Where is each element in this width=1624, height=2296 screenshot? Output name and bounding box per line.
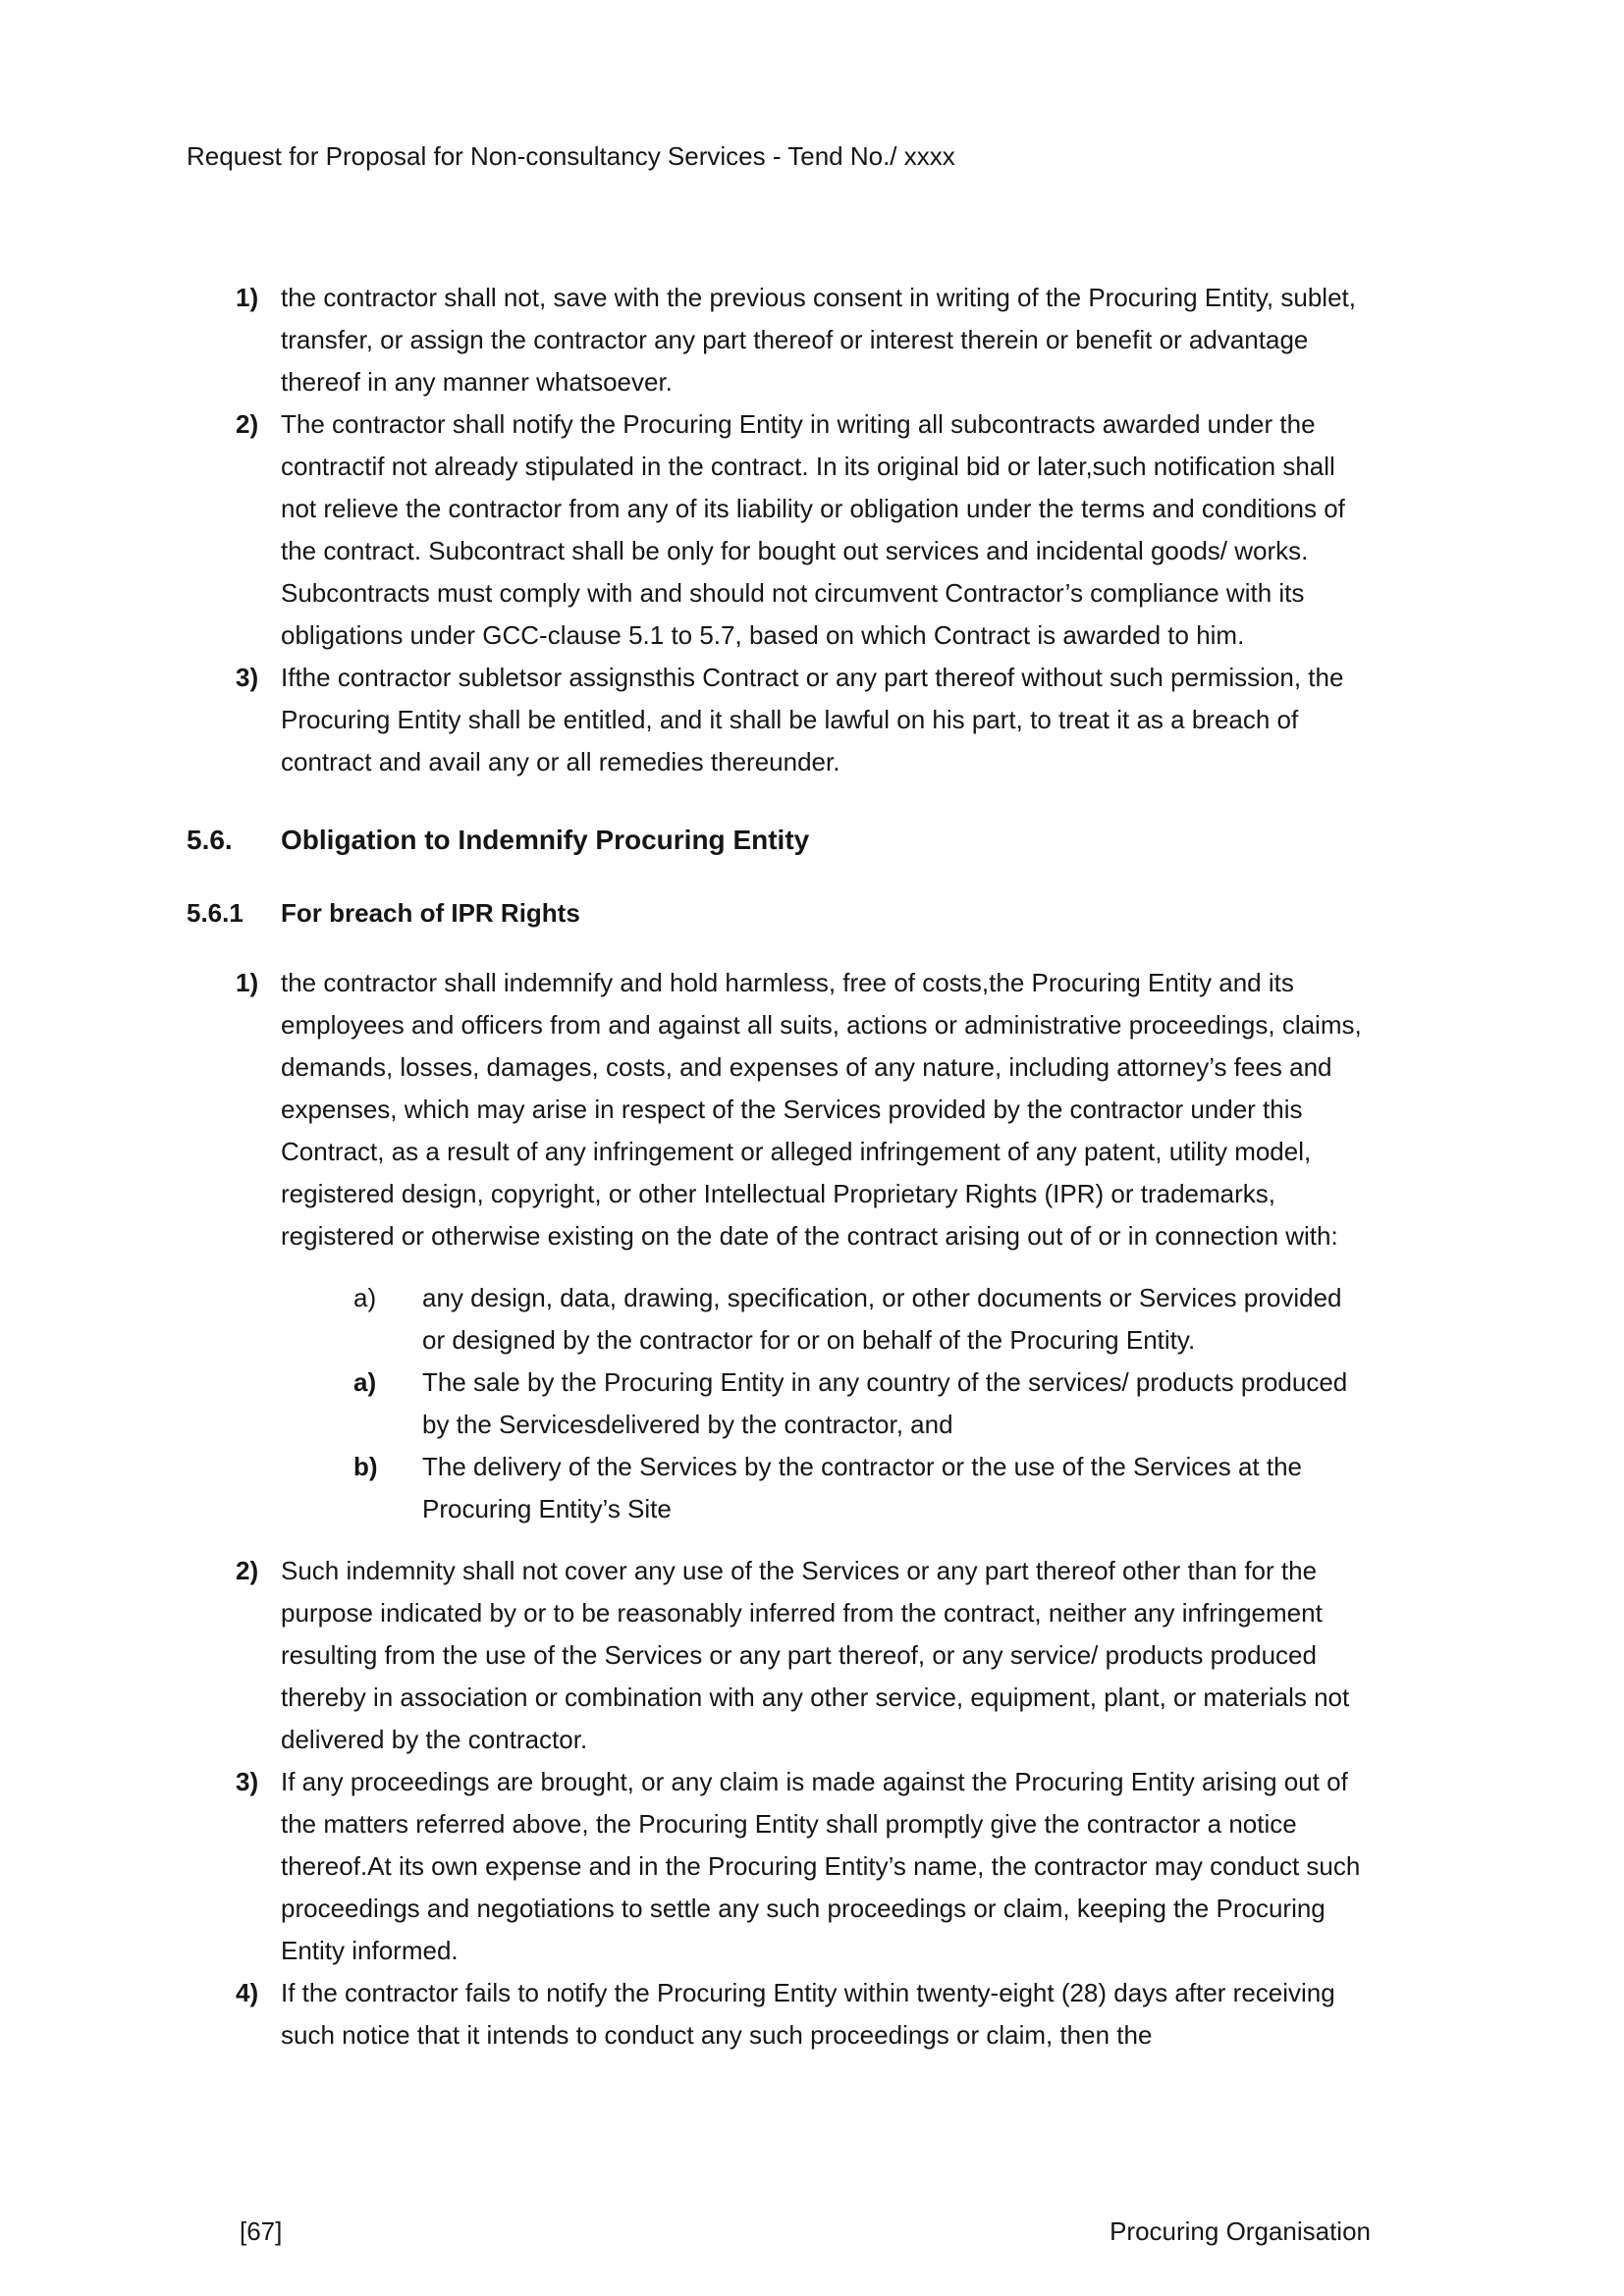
sub-item-letter: b): [353, 1452, 378, 1481]
list-item: [236, 1550, 1369, 1761]
list-item: [236, 403, 1369, 657]
sub-item-text: The delivery of the Services by the contractor or the use of the Services at the Procuring Entity’s Site: [422, 1452, 1303, 1523]
item-text: The contractor shall notify the Procuring Entity in writing all subcontracts awarded under the contractif not already stipulated in the contract. In its original bid or later,such notification shall not relieve the contractor from any of its liability or obligation under the terms and conditions of the contract. Subcontract shall be only for bought out services and incidental goods/ works. Subcontracts must comply with and should not circumvent Contractor’s compliance with its obligations under GCC-clause 5.1 to 5.7, based on which Contract is awarded to him.: [281, 409, 1345, 650]
page-header: [187, 139, 1379, 173]
item-number: 4): [236, 1978, 259, 2007]
item-text: Ifthe contractor subletsor assignsthis Contract or any part thereof without such permission, the Procuring Entity shall be entitled, and it shall be lawful on his part, to treat it as a breach of contract and avail any or all remedies thereunder.: [281, 663, 1344, 776]
item-text: Such indemnity shall not cover any use of the Services or any part thereof other than for the purpose indicated by or to be reasonably inferred from the contract, neither any infringement resulting from the use of the Services or any part thereof, or any service/ products produced thereby in association or combination with any other service, equipment, plant, or materials not delivered by the contractor.: [281, 1556, 1350, 1754]
item-number: 3): [236, 1767, 259, 1796]
sub-item-text: The sale by the Procuring Entity in any country of the services/ products produced by the Servicesdelivered by the contractor, and: [422, 1367, 1348, 1439]
document-body: [187, 277, 1369, 2056]
page-number: [67]: [240, 2216, 283, 2246]
header-text: Request for Proposal for Non-consultancy Services - Tend No./ xxxx: [187, 141, 955, 171]
sub-item-letter: a): [353, 1283, 377, 1312]
list-item: [236, 1972, 1369, 2056]
item-text: If any proceedings are brought, or any claim is made against the Procuring Entity arising out of the matters referred above, the Procuring Entity shall promptly give the contractor a notice thereof.At its own expense and in the Procuring Entity’s name, the contractor may conduct such proceedings and negotiations to settle any such proceedings or claim, keeping the Procuring Entity informed.: [281, 1767, 1361, 1965]
sub-list-item: [353, 1446, 1369, 1530]
subsection-number: 5.6.1: [187, 898, 244, 928]
subsection-heading-5-6-1: [187, 892, 1369, 934]
ipr-sub-list: [187, 1277, 1369, 1530]
item-text: the contractor shall indemnify and hold harmless, free of costs,the Procuring Entity and its employees and officers from and against all suits, actions or administrative proceedings, claims, demands, losses, damages, costs, and expenses of any nature, including attorney’s fees and expenses, which may arise in respect of the Services provided by the contractor under this Contract, as a result of any infringement or alleged infringement of any patent, utility model, registered design, copyright, or other Intellectual Proprietary Rights (IPR) or trademarks, registered or otherwise existing on the date of the contract arising out of or in connection with:: [281, 968, 1362, 1251]
item-number: 2): [236, 1556, 259, 1585]
section-number: 5.6.: [187, 825, 233, 855]
list-item: [236, 277, 1369, 403]
sub-list-item: [353, 1362, 1369, 1446]
section-heading-5-6: [187, 819, 1369, 861]
item-text: If the contractor fails to notify the Procuring Entity within twenty-eight (28) days after receiving such notice that it intends to conduct any such proceedings or claim, then the: [281, 1978, 1335, 2050]
list-item: [236, 657, 1369, 783]
item-number: 3): [236, 663, 259, 692]
item-number: 1): [236, 283, 259, 312]
ipr-list-rest: [187, 1550, 1369, 2056]
section-title: Obligation to Indemnify Procuring Entity: [281, 825, 810, 855]
subsection-title: For breach of IPR Rights: [281, 898, 580, 928]
item-number: 1): [236, 968, 259, 997]
subcontract-list: [187, 277, 1369, 783]
sub-item-text: any design, data, drawing, specification, or other documents or Services provided or designed by the contractor for or on behalf of the Procuring Entity.: [422, 1283, 1342, 1355]
list-item: [236, 962, 1369, 1257]
item-text: the contractor shall not, save with the previous consent in writing of the Procuring Entity, sublet, transfer, or assign the contractor any part thereof or interest therein or benefit or advantage thereof in any manner whatsoever.: [281, 283, 1356, 397]
item-number: 2): [236, 409, 259, 439]
list-item: [236, 1761, 1369, 1972]
sub-item-letter: a): [353, 1367, 377, 1397]
page-footer: [240, 2215, 1371, 2248]
sub-list-item: [353, 1277, 1369, 1362]
footer-organisation: Procuring Organisation: [1110, 2216, 1371, 2246]
